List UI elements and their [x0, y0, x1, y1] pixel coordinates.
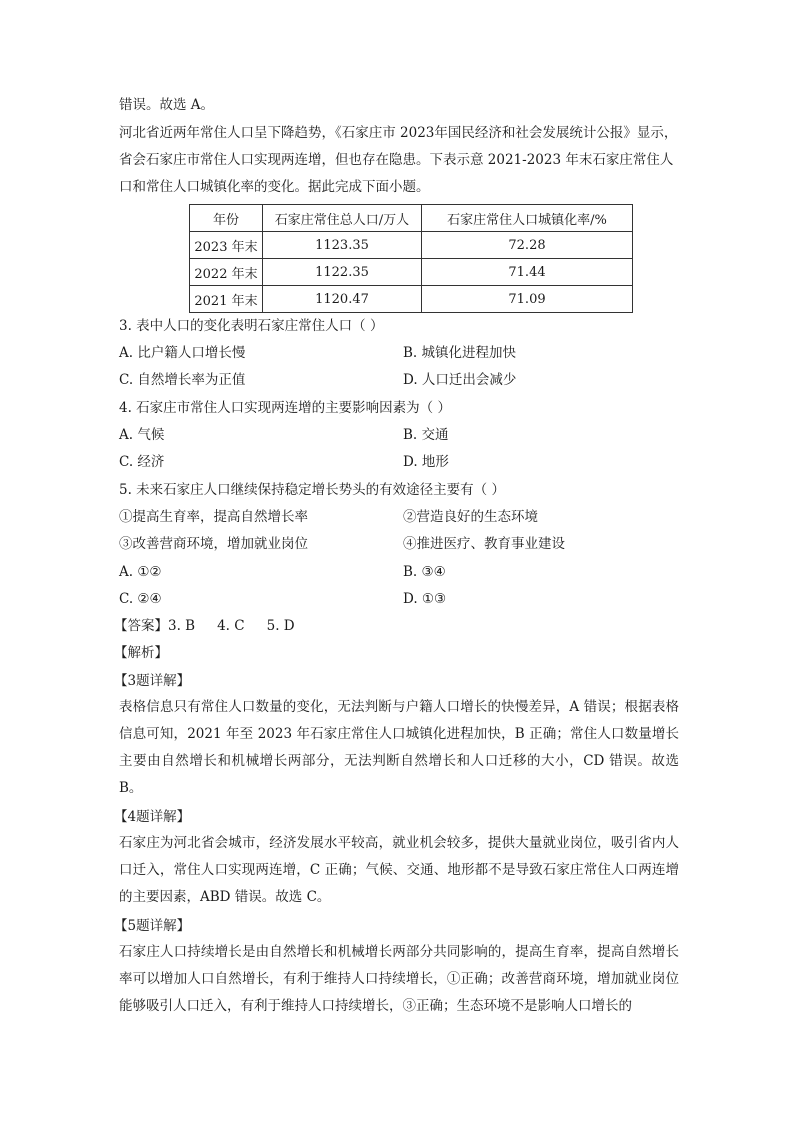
table-cell-population: 1123.35 [263, 232, 422, 259]
answer-3: 3. B [168, 618, 196, 634]
q5-option-a: A. ①② [119, 564, 162, 580]
intro-line-2: 省会石家庄市常住人口实现两连增，但也存在隐患。下表示意 2021-2023 年末石家庄常住人 [119, 152, 674, 168]
q5-option-b: B. ③④ [403, 564, 446, 580]
q5-option-d: D. ①③ [403, 591, 447, 607]
q3-option-d: D. 人口迁出会减少 [403, 372, 517, 388]
q3-option-a: A. 比户籍人口增长慢 [119, 345, 246, 361]
detail-5-label: 【5题详解】 [114, 918, 191, 934]
table-cell-year: 2021 年末 [190, 286, 263, 313]
analysis-label: 【解析】 [114, 645, 168, 661]
detail-3-text: 表格信息只有常住人口数量的变化，无法判断与户籍人口增长的快慢差异，A 错误；根据表格信息可知，2021 年至 2023 年石家庄常住人口城镇化进程加快，B 正确；常住人口数量增长主要由自然增长和机械增长两部分，无法判断自然增长和人口迁移的大小，CD 错误。故选 B。 [119, 699, 679, 796]
q3-option-c: C. 自然增长率为正值 [119, 372, 246, 388]
intro-line-3: 口和常住人口城镇化率的变化。据此完成下面小题。 [119, 179, 430, 195]
q4-option-d: D. 地形 [403, 454, 449, 470]
detail-4-label: 【4题详解】 [114, 809, 191, 825]
answer-4: 4. C [217, 618, 245, 634]
q5-statement-4: ④推进医疗、教育事业建设 [403, 536, 565, 552]
q5-statement-1: ①提高生育率，提高自然增长率 [119, 509, 308, 525]
q5-statement-2: ②营造良好的生态环境 [403, 509, 538, 525]
table-header: 石家庄常住人口城镇化率/% [422, 205, 633, 232]
detail-5-text: 石家庄人口持续增长是由自然增长和机械增长两部分共同影响的，提高生育率，提高自然增长率可以增加人口自然增长，有利于维持人口持续增长，①正确；改善营商环境，增加就业岗位能够吸引人口迁入，有利于维持人口持续增长，③正确；生态环境不是影响人口增长的 [119, 944, 679, 1014]
table-cell-year: 2023 年末 [190, 232, 263, 259]
table-header-row [190, 205, 633, 232]
q5-stem: 5. 未来石家庄人口继续保持稳定增长势头的有效途径主要有（ ） [119, 482, 505, 498]
q4-option-a: A. 气候 [119, 427, 165, 443]
table-cell-rate: 71.44 [422, 259, 633, 286]
table-row [190, 286, 633, 313]
intro-line-1: 河北省近两年常住人口呈下降趋势，《石家庄市 2023年国民经济和社会发展统计公报》显示， [119, 125, 678, 141]
q3-stem: 3. 表中人口的变化表明石家庄常住人口（ ） [119, 318, 384, 334]
q4-option-b: B. 交通 [403, 427, 449, 443]
detail-3-label: 【3题详解】 [114, 673, 191, 689]
table-cell-rate: 72.28 [422, 232, 633, 259]
table-cell-population: 1122.35 [263, 259, 422, 286]
table-cell-year: 2022 年末 [190, 259, 263, 286]
q4-stem: 4. 石家庄市常住人口实现两连增的主要影响因素为（ ） [119, 400, 451, 416]
q5-option-c: C. ②④ [119, 591, 162, 607]
answer-line [114, 616, 295, 636]
detail-4-text: 石家庄为河北省会城市，经济发展水平较高，就业机会较多，提供大量就业岗位，吸引省内人口迁入，常住人口实现两连增，C 正确；气候、交通、地形都不是导致石家庄常住人口两连增的主要因素，ABD 错误。故选 C。 [119, 835, 679, 905]
answer-label: 【答案】 [114, 618, 168, 634]
table-cell-rate: 71.09 [422, 286, 633, 313]
q5-statement-3: ③改善营商环境，增加就业岗位 [119, 536, 308, 552]
table-header: 年份 [190, 205, 263, 232]
q4-option-c: C. 经济 [119, 454, 165, 470]
table-header: 石家庄常住总人口/万人 [263, 205, 422, 232]
table-cell-population: 1120.47 [263, 286, 422, 313]
population-table [189, 204, 633, 313]
table-row [190, 259, 633, 286]
q3-option-b: B. 城镇化进程加快 [403, 345, 517, 361]
intro-line-0: 错误。故选 A。 [119, 97, 215, 113]
answer-5: 5. D [266, 618, 295, 634]
table-row [190, 232, 633, 259]
